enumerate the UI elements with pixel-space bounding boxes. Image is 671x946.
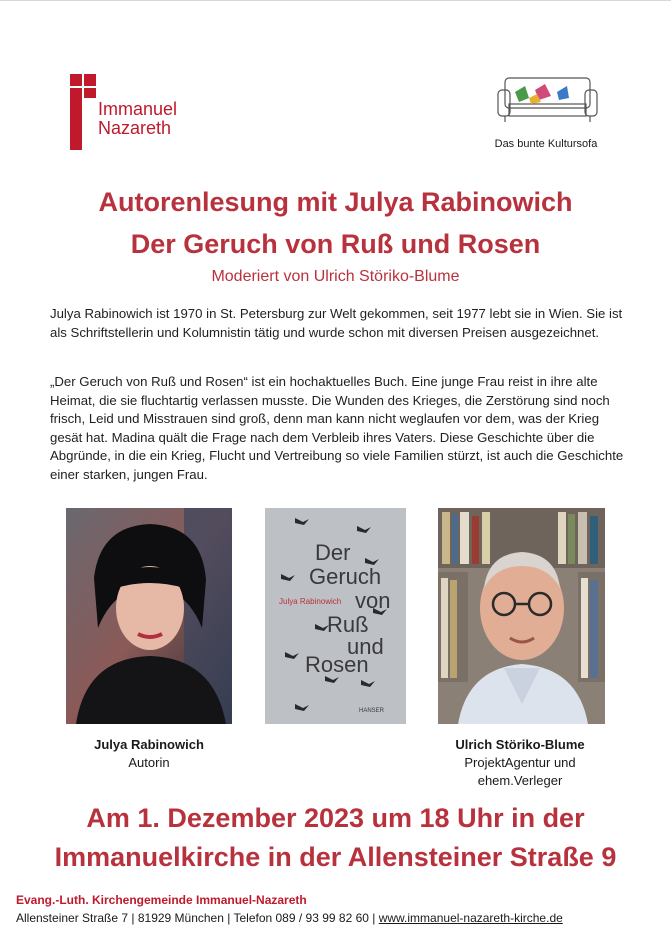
host-role [420, 754, 620, 790]
cross-logo-icon [70, 74, 96, 150]
sofa-icon [495, 70, 600, 130]
cover-word-6: Rosen [305, 652, 369, 677]
cover-author: Julya Rabinowich [279, 597, 342, 606]
book-cover-image [265, 508, 406, 724]
cover-word-1: Der [315, 540, 351, 565]
event-location: Immanuelkirche in der Allensteiner Straße 9 [54, 842, 617, 872]
sofa-caption: Das bunte Kultursofa [494, 138, 598, 150]
host-portrait-icon [438, 508, 605, 724]
author-name: Julya Rabinowich [94, 737, 204, 752]
event-title: Autorenlesung mit Julya Rabinowich [98, 187, 573, 217]
logo-text [98, 100, 177, 138]
footer-address: Allensteiner Straße 7 | 81929 München | Telefon 089 / 93 99 82 60 | [16, 911, 379, 925]
book-cover [265, 508, 406, 724]
host-photo [438, 508, 605, 724]
cover-word-3: von [355, 588, 391, 613]
website-link[interactable]: www.immanuel-nazareth-kirche.de [378, 911, 563, 925]
host-role-line-2: ehem.Verleger [477, 773, 563, 788]
logo-line-1: Immanuel [98, 99, 178, 119]
church-logo [70, 74, 200, 154]
event-date: Am 1. Dezember 2023 um 18 Uhr in der [86, 803, 585, 833]
footer-organization: Evang.-Luth. Kirchengemeinde Immanuel-Nazareth [16, 893, 307, 907]
author-role: Autorin [128, 755, 170, 770]
host-name: Ulrich Störiko-Blume [455, 737, 585, 752]
author-bio: Julya Rabinowich ist 1970 in St. Petersburg zur Welt gekommen, seit 1977 lebt sie in Wien. Sie ist als Schriftstellerin und Kolumnistin tätig und wurde schon mit diversen Preisen ausgezeichnet. [50, 306, 623, 340]
footer-contact [16, 911, 563, 925]
top-divider [0, 0, 671, 1]
cover-word-4: Ruß [327, 612, 369, 637]
moderator-line: Moderiert von Ulrich Störiko-Blume [211, 268, 460, 285]
cover-word-5: und [347, 634, 384, 659]
author-portrait-icon [66, 508, 232, 724]
cover-word-2: Geruch [309, 564, 382, 589]
cover-publisher: HANSER [359, 708, 385, 714]
host-role-line-1: ProjektAgentur und [464, 755, 576, 770]
book-description: „Der Geruch von Ruß und Rosen“ ist ein hochaktuelles Buch. Eine junge Frau reist in ihre alte Heimat, die sie fluchtartig verlassen musste. Die Wunden des Krieges, die Zerstörung sind noch frisch, Leid und Misstrauen sind groß, denn man kann nicht weglaufen vor dem, was der Krieg gesät hat. Madina quält die Frage nach dem Verbleib ihres Vaters. Diese Geschichte über die Abgründe, in die ein Krieg, Flucht und Vertreibung so viele Familien stürzt, ist auch die Geschichte einer starken, jungen Frau. [50, 374, 624, 482]
author-photo [66, 508, 232, 724]
logo-line-2: Nazareth [98, 118, 172, 138]
book-title: Der Geruch von Ruß und Rosen [130, 229, 541, 259]
